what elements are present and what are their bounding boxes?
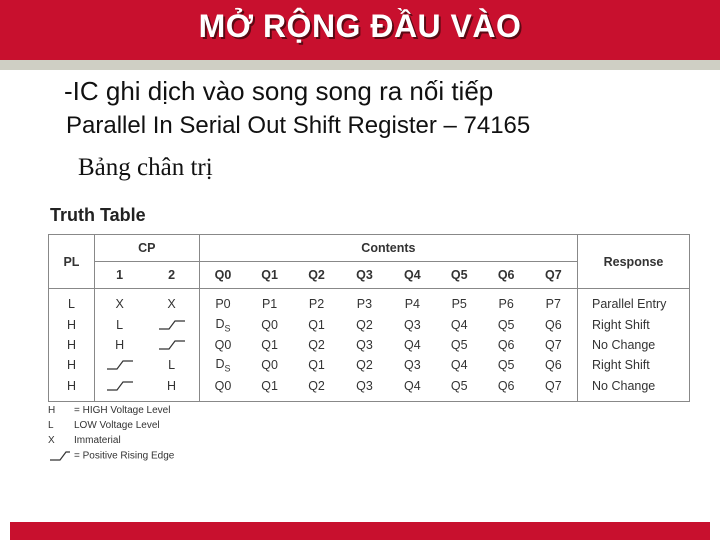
slide-title: MỞ RỘNG ĐẦU VÀO [198, 8, 522, 44]
title-underline-band [0, 60, 720, 70]
table-row [49, 289, 690, 316]
table-row [49, 315, 690, 335]
cell-q3: Q2 [356, 318, 373, 332]
cell-q4: Q3 [404, 318, 421, 332]
cell-cp2: H [144, 375, 199, 402]
cell-q1: P1 [246, 289, 293, 316]
cell-q5: Q4 [450, 358, 468, 372]
cell-pl: H [49, 335, 95, 355]
cell-q2: Q1 [308, 358, 325, 372]
cell-q1: Q0 [261, 358, 278, 372]
cell-q2: Q2 [308, 338, 325, 352]
cell-q5: Q5 [436, 375, 483, 402]
cell-q4: Q4 [404, 338, 421, 352]
cell-q1: Q1 [261, 338, 278, 352]
cell-cp2 [144, 335, 199, 355]
rising-edge-icon [105, 359, 135, 371]
rising-edge-icon [48, 450, 70, 462]
body-line-english: Parallel In Serial Out Shift Register – 74165 [66, 112, 531, 139]
cell-q2: Q2 [293, 375, 340, 402]
table-row [49, 355, 690, 375]
cell-q3: Q3 [356, 338, 373, 352]
cell-q3: Q2 [356, 358, 373, 372]
subheader-cp1: 1 [94, 262, 144, 289]
subheader-q3: Q3 [340, 262, 389, 289]
cell-pl: L [49, 289, 95, 316]
ds-visual: $D_S$ [215, 316, 231, 334]
cell-pl: H [49, 355, 95, 375]
cell-pl: H [49, 315, 95, 335]
cell-q4: Q3 [404, 358, 421, 372]
table-row [49, 375, 690, 402]
cell-q0: P0 [199, 289, 246, 316]
cell-response: Parallel Entry [578, 289, 690, 316]
cell-q4: Q4 [389, 375, 436, 402]
subheader-q5: Q5 [436, 262, 483, 289]
legend-text: = HIGH Voltage Level [74, 405, 171, 416]
truth-table-body [49, 289, 690, 402]
legend-text: = Positive Rising Edge [74, 450, 175, 462]
subheader-q1: Q1 [246, 262, 293, 289]
cell-q7: Q7 [544, 338, 562, 352]
cell-q2: Q1 [308, 318, 325, 332]
table-row [49, 335, 690, 355]
cell-q6: Q6 [497, 338, 515, 352]
cell-response: No Change [578, 375, 690, 402]
cell-q6: Q5 [497, 358, 515, 372]
cell-q6: P6 [483, 289, 530, 316]
cell-pl: H [49, 375, 95, 402]
cell-cp1: X [94, 289, 144, 316]
cell-cp1 [94, 375, 144, 402]
cell-q7: Q6 [544, 318, 562, 332]
subheader-cp2: 2 [144, 262, 199, 289]
truth-table-legend [48, 405, 174, 465]
rising-edge-icon [157, 319, 187, 331]
title-bar [0, 0, 720, 60]
footer-right-gap [710, 522, 720, 540]
legend-symbol-edge [48, 450, 74, 462]
cell-q6: Q6 [483, 375, 530, 402]
cell-q7: Q6 [544, 358, 562, 372]
legend-symbol: X [48, 435, 55, 446]
legend-item [48, 435, 174, 450]
cell-q7: P7 [530, 289, 578, 316]
cell-response: No Change [578, 335, 690, 355]
cell-cp2: L [168, 358, 176, 372]
legend-symbol: L [48, 420, 54, 431]
footer-left-gap [0, 522, 10, 540]
subheader-q6: Q6 [483, 262, 530, 289]
header-response: Response [578, 235, 690, 289]
truth-table [48, 234, 690, 402]
subheader-q2: Q2 [293, 262, 340, 289]
ds-visual: $D_S$ [215, 356, 231, 374]
legend-text: LOW Voltage Level [74, 420, 160, 431]
cell-q5: Q4 [450, 318, 468, 332]
subheader-q0: Q0 [199, 262, 246, 289]
cell-q2: P2 [293, 289, 340, 316]
legend-item [48, 405, 174, 420]
subheader-q7: Q7 [530, 262, 578, 289]
legend-symbol: H [48, 405, 56, 416]
header-pl: PL [49, 235, 95, 289]
cell-cp1: L [94, 315, 144, 335]
legend-item [48, 420, 174, 435]
legend-item [48, 450, 174, 465]
cell-q1: Q0 [261, 318, 278, 332]
cell-cp1: H [94, 335, 144, 355]
header-contents: Contents [199, 235, 577, 262]
cell-q5: P5 [436, 289, 483, 316]
body-line-truth-table-label: Bảng chân trị [78, 154, 213, 181]
cell-q0 [199, 355, 246, 375]
cell-q4: P4 [389, 289, 436, 316]
legend-text: Immaterial [74, 435, 121, 446]
cell-q1: Q1 [246, 375, 293, 402]
cell-q3: Q3 [340, 375, 389, 402]
footer-accent-strip [0, 522, 720, 540]
subheader-q4: Q4 [389, 262, 436, 289]
cell-cp2: X [144, 289, 199, 316]
body-line-vietnamese: -IC ghi dịch vào song song ra nối tiếp [64, 76, 494, 106]
header-cp: CP [94, 235, 199, 262]
truth-table-title: Truth Table [50, 205, 146, 225]
cell-response: Right Shift [578, 315, 690, 335]
cell-q5: Q5 [450, 338, 468, 352]
cell-q7: Q7 [530, 375, 578, 402]
cell-response: Right Shift [578, 355, 690, 375]
cell-q0: Q0 [199, 335, 246, 355]
rising-edge-icon [105, 380, 135, 392]
cell-cp1 [94, 355, 144, 375]
cell-q6: Q5 [497, 318, 515, 332]
rising-edge-icon [157, 339, 187, 351]
cell-cp2 [144, 315, 199, 335]
cell-q0: Q0 [199, 375, 246, 402]
cell-q0 [199, 315, 246, 335]
cell-q3: P3 [340, 289, 389, 316]
